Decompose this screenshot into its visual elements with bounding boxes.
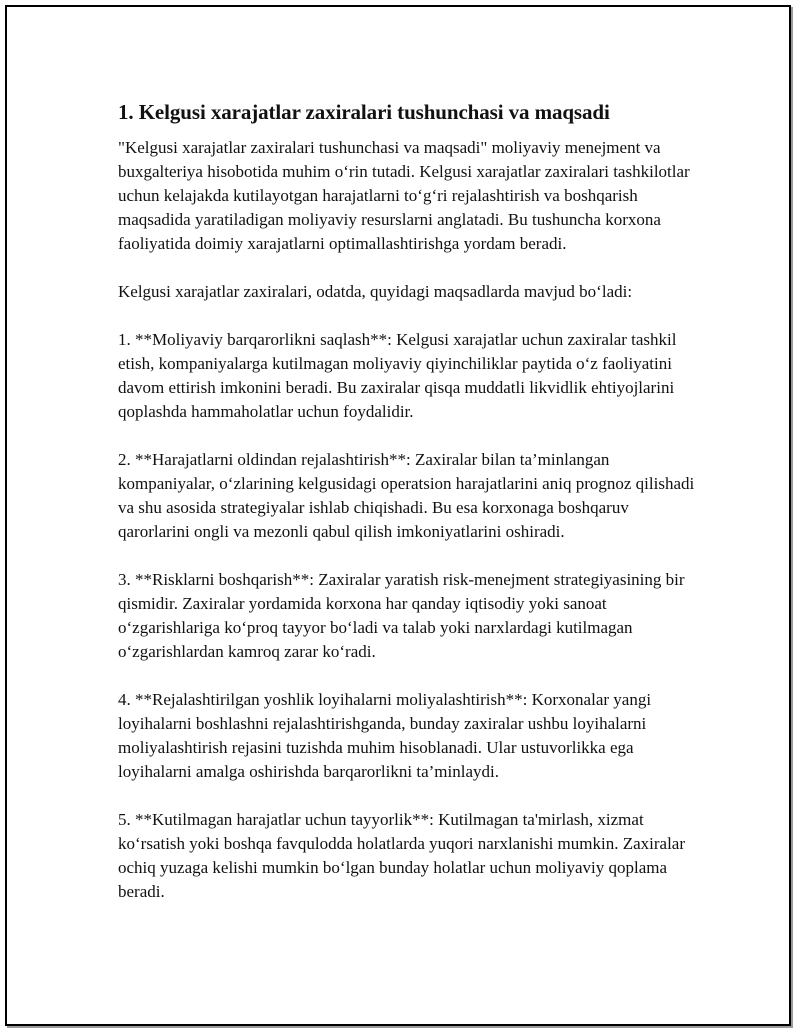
document-body [118,98,698,928]
paragraph-purposes-lead: Kelgusi xarajatlar zaxiralari, odatda, quyidagi maqsadlarda mavjud bo‘ladi: [118,282,633,301]
paragraph-item-1: 1. **Moliyaviy barqarorlikni saqlash**: Kelgusi xarajatlar uchun zaxiralar tashkil etish, kompaniyalarga kutilmagan moliyaviy qiyinchiliklar paytida o‘z faoliyatini davom ettirish imkonini beradi. Bu zaxiralar qisqa muddatli likvidlik ehtiyojlarini qoplashda hammaholatlar uchun foydalidir. [118,330,677,421]
section-heading: 1. Kelgusi xarajatlar zaxiralari tushunchasi va maqsadi [118,100,610,124]
paragraph-item-5: 5. **Kutilmagan harajatlar uchun tayyorlik**: Kutilmagan ta'mirlash, xizmat ko‘rsatish yoki boshqa favqulodda holatlarda yuqori narxlanishi mumkin. Zaxiralar ochiq yuzaga kelishi mumkin bo‘lgan bunday holatlar uchun moliyaviy qoplama beradi. [118,810,686,901]
paragraph-item-3: 3. **Risklarni boshqarish**: Zaxiralar yaratish risk-menejment strategiyasining bir qismidir. Zaxiralar yordamida korxona har qanday iqtisodiy yoki sanoat o‘zgarishlariga ko‘proq tayyor bo‘ladi va talab yoki narxlardagi kutilmagan o‘zgarishlardan kamroq zarar ko‘radi. [118,570,685,661]
document-page [5,5,791,1026]
paragraph-intro: "Kelgusi xarajatlar zaxiralari tushunchasi va maqsadi" moliyaviy menejment va buxgalteriya hisobotida muhim o‘rin tutadi. Kelgusi xarajatlar zaxiralari tashkilotlar uchun kelajakda kutilayotgan harajatlarni to‘g‘ri rejalashtirish va boshqarish maqsadida yaratiladigan moliyaviy resurslarni anglatadi. Bu tushuncha korxona faoliyatida doimiy xarajatlarni optimallashtirishga yordam beradi. [118,138,690,253]
paragraph-item-2: 2. **Harajatlarni oldindan rejalashtirish**: Zaxiralar bilan ta’minlangan kompaniyalar, o‘zlarining kelgusidagi operatsion harajatlarini aniq prognoz qilishadi va shu asosida strategiyalar ishlab chiqishadi. Bu esa korxonaga boshqaruv qarorlarini ongli va mezonli qabul qilish imkoniyatlarini oshiradi. [118,450,695,541]
paragraph-item-4: 4. **Rejalashtirilgan yoshlik loyihalarni moliyalashtirish**: Korxonalar yangi loyihalarni boshlashni rejalashtirishganda, bunday zaxiralar ushbu loyihalarni moliyalashtirish rejasini tuzishda muhim hisoblanadi. Ular ustuvorlikka ega loyihalarni amalga oshirishda barqarorlikni ta’minlaydi. [118,690,652,781]
